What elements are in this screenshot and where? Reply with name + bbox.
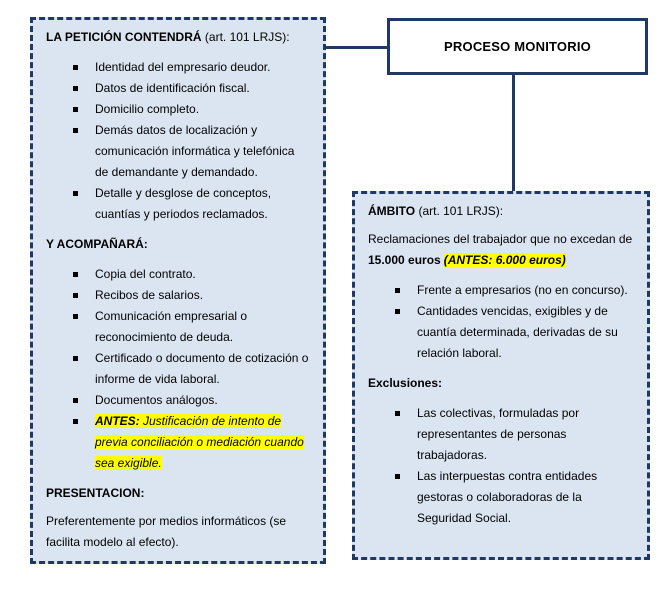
list-item [73,285,310,306]
acompanara-heading: Y ACOMPAÑARÁ: [46,237,148,251]
bullet-icon [73,65,78,70]
bullet-icon [73,419,78,424]
list-item-text: Detalle y desglose de conceptos, cuantías y periodos reclamados. [95,186,272,221]
bullet-icon [395,309,400,314]
ambito-intro-text: Reclamaciones del trabajador que no excedan de [368,232,633,246]
list-item-text: Datos de identificación fiscal. [95,81,250,95]
list-item-text: Demás datos de localización y comunicación informática y telefónica de demandante y demandado. [95,123,295,179]
diagram-title: PROCESO MONITORIO [444,39,591,54]
ambito-heading-bold: ÁMBITO [368,204,416,218]
list-item [73,57,310,78]
bullet-icon [73,398,78,403]
list-item [73,306,310,348]
ambito-intro [368,229,634,271]
antes-text: Justificación de intento de previa conciliación o mediación cuando sea exigible. [95,414,304,470]
peticion-list [46,57,310,225]
list-item [73,390,310,411]
list-item-text: Documentos análogos. [95,393,218,407]
bullet-icon [395,411,400,416]
list-item-text: Domicilio completo. [95,102,200,116]
bullet-icon [395,474,400,479]
list-item-text: Certificado o documento de cotización o informe de vida laboral. [95,351,309,386]
ambito-heading [368,201,634,222]
antes-label: ANTES: [95,414,140,428]
list-item-text: Identidad del empresario deudor. [95,60,271,74]
bullet-icon [73,191,78,196]
list-item-text: Cantidades vencidas, exigibles y de cuantía determinada, derivadas de su relación laboral. [417,304,618,360]
acompanara-list [46,264,310,474]
list-item-antes [73,411,310,474]
title-box [387,18,648,75]
bullet-icon [73,86,78,91]
ambito-panel [352,191,650,560]
peticion-heading [46,27,310,48]
list-item [395,301,634,364]
list-item [73,78,310,99]
peticion-heading-bold: LA PETICIÓN CONTENDRÁ [46,30,202,44]
list-item-text: Recibos de salarios. [95,288,204,302]
presentacion-text: Preferentemente por medios informáticos (se facilita modelo al efecto). [46,514,287,549]
list-item [395,280,634,301]
exclusiones-list [368,403,634,529]
peticion-heading-rest: (art. 101 LRJS): [201,30,290,44]
bullet-icon [73,272,78,277]
bullet-icon [73,128,78,133]
list-item-text: Frente a empresarios (no en concurso). [417,283,628,297]
bullet-icon [73,356,78,361]
peticion-panel [30,17,326,564]
bullet-icon [395,288,400,293]
presentacion-heading: PRESENTACION: [46,486,145,500]
list-item-text: Copia del contrato. [95,267,196,281]
list-item [73,99,310,120]
bullet-icon [73,293,78,298]
ambito-heading-rest: (art. 101 LRJS): [415,204,504,218]
list-item [395,403,634,466]
bullet-icon [73,314,78,319]
ambito-intro-highlight: (ANTES: 6.000 euros) [443,253,566,267]
list-item [395,466,634,529]
list-item [73,183,310,225]
list-item [73,348,310,390]
ambito-list [368,280,634,364]
list-item [73,264,310,285]
list-item-text: Comunicación empresarial o reconocimiento de deuda. [95,309,248,344]
list-item-text: Las colectivas, formuladas por representantes de personas trabajadoras. [417,406,580,462]
exclusiones-heading: Exclusiones: [368,376,443,390]
ambito-intro-amount: 15.000 euros [368,253,441,267]
antes-highlight [95,414,304,470]
connector-title-to-ambito [512,73,515,191]
list-item [73,120,310,183]
connector-left-to-title [325,46,387,49]
list-item-text: Las interpuestas contra entidades gestoras o colaboradoras de la Seguridad Social. [417,469,598,525]
bullet-icon [73,107,78,112]
